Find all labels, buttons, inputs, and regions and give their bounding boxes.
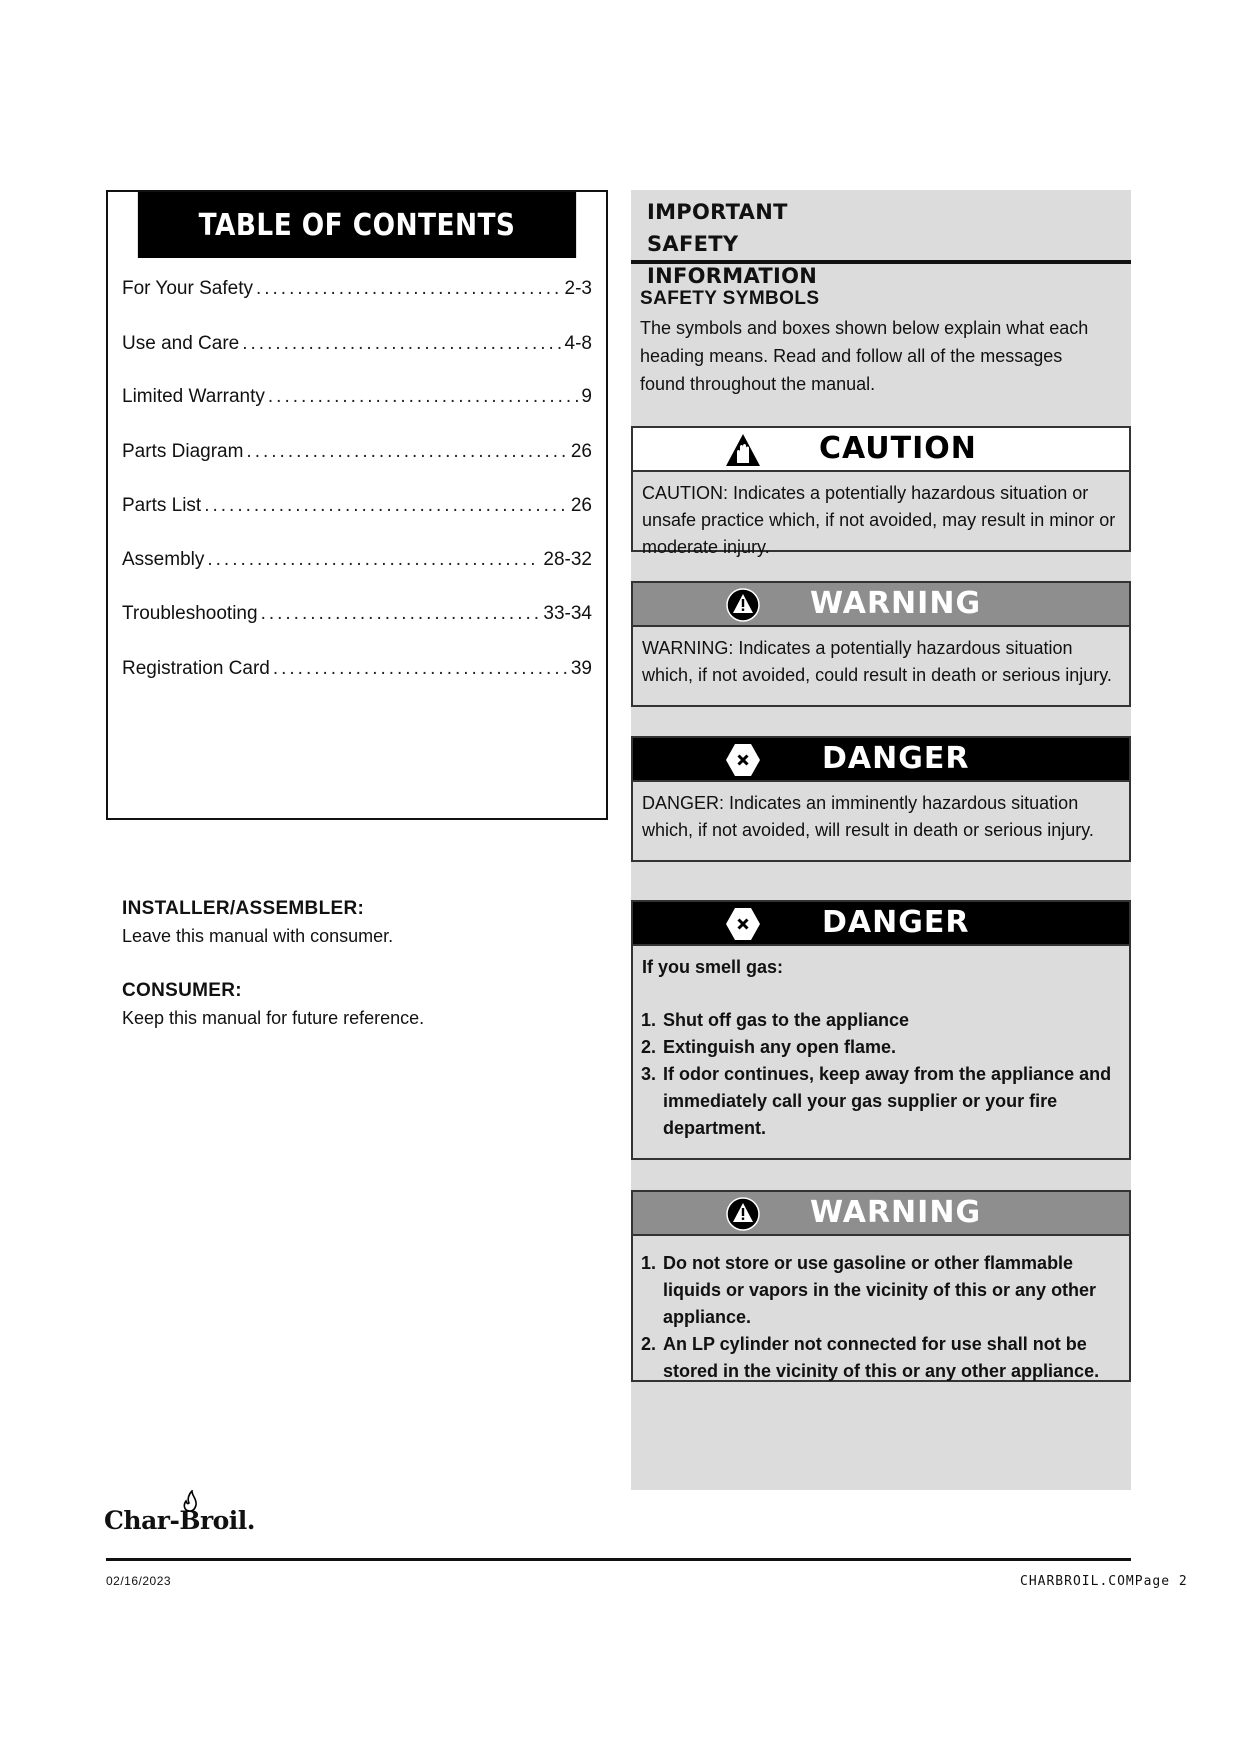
toc-entry-label: Use and Care <box>122 333 240 354</box>
flame-icon <box>182 1490 198 1512</box>
safety-title <box>647 196 867 292</box>
table-of-contents <box>106 190 608 820</box>
toc-entry-page: 26 <box>570 441 592 462</box>
gas-danger-word: DANGER <box>822 905 970 940</box>
toc-entry[interactable] <box>122 549 592 579</box>
safety-title-line: IMPORTANT SAFETY <box>647 200 788 256</box>
toc-entry-page: 33-34 <box>543 603 592 624</box>
toc-entry-label: Assembly <box>122 549 205 570</box>
warning-word: WARNING <box>810 586 982 621</box>
toc-entry-page: 28-32 <box>543 549 592 570</box>
storage-warning-word: WARNING <box>810 1195 982 1230</box>
gas-danger-intro: If you smell gas: <box>642 957 784 977</box>
installer-title: INSTALLER/ASSEMBLER: <box>122 898 365 919</box>
toc-entry[interactable] <box>122 386 592 416</box>
toc-leader <box>261 603 541 625</box>
warning-band <box>633 583 1129 627</box>
brand-logo <box>104 1506 255 1535</box>
storage-warning-band <box>633 1192 1129 1236</box>
toc-leader <box>268 386 579 408</box>
toc-entry[interactable] <box>122 495 592 525</box>
danger-icon <box>725 907 761 941</box>
gas-danger-step: 1. Shut off gas to the appliance <box>661 1007 1119 1034</box>
caution-hand-icon <box>725 433 761 467</box>
toc-leader <box>246 441 567 463</box>
danger-text: DANGER: Indicates an imminently hazardous situation which, if not avoided, will result in death or serious injury. <box>642 793 1094 840</box>
toc-entry-label: Limited Warranty <box>122 386 265 407</box>
caution-box <box>631 426 1131 557</box>
footer-date: 02/16/2023 <box>106 1574 172 1588</box>
gas-danger-step: 3. If odor continues, keep away from the appliance and immediately call your gas supplier or your fire department. <box>661 1061 1119 1142</box>
warning-box <box>631 581 1131 707</box>
danger-icon <box>725 743 761 777</box>
storage-warning-body <box>633 1236 1129 1385</box>
toc-entry-page: 2-3 <box>564 278 592 299</box>
toc-entry-label: Parts Diagram <box>122 441 244 462</box>
consumer-title: CONSUMER: <box>122 980 242 1001</box>
toc-entry-page: 26 <box>570 495 592 516</box>
toc-entry-label: Parts List <box>122 495 202 516</box>
gas-danger-box <box>631 900 1131 1160</box>
toc-entry[interactable] <box>122 441 592 471</box>
safety-symbols-title: SAFETY SYMBOLS <box>640 288 820 309</box>
toc-entry[interactable] <box>122 278 592 308</box>
safety-column <box>631 190 1131 1490</box>
warning-icon <box>725 588 761 622</box>
toc-leader <box>242 333 561 355</box>
danger-word: DANGER <box>822 741 970 776</box>
danger-box <box>631 736 1131 862</box>
toc-entry[interactable] <box>122 333 592 363</box>
toc-entry-page: 9 <box>581 386 592 407</box>
toc-entry[interactable] <box>122 658 592 688</box>
brand-name: Char-Broil. <box>104 1506 255 1535</box>
consumer-text: Keep this manual for future reference. <box>122 1008 425 1028</box>
safety-symbols-text: The symbols and boxes shown below explain what each heading means. Read and follow all of the messages found throughout the manual. <box>640 318 1089 394</box>
toc-leader <box>273 658 568 680</box>
footer-site-page[interactable]: CHARBROIL.COMPage 2 <box>1020 1574 1188 1589</box>
gas-danger-body <box>633 946 1129 1142</box>
storage-warning-steps <box>642 1250 1119 1385</box>
caution-word: CAUTION <box>819 431 977 466</box>
gas-danger-step: 2. Extinguish any open flame. <box>661 1034 1119 1061</box>
toc-leader <box>256 278 562 300</box>
warning-icon <box>725 1197 761 1231</box>
warning-text: WARNING: Indicates a potentially hazardous situation which, if not avoided, could result in death or serious injury. <box>642 638 1112 685</box>
toc-entry-label: Registration Card <box>122 658 270 679</box>
toc-entry-label: For Your Safety <box>122 278 253 299</box>
danger-band <box>633 738 1129 782</box>
toc-leader <box>207 549 540 571</box>
storage-warning-step: 2. An LP cylinder not connected for use shall not be stored in the vicinity of this or any other appliance. <box>661 1331 1119 1385</box>
storage-warning-box <box>631 1190 1131 1382</box>
caution-band <box>633 428 1129 472</box>
toc-entry[interactable] <box>122 603 592 633</box>
toc-entry-page: 39 <box>570 658 592 679</box>
gas-danger-steps <box>642 1007 1119 1142</box>
gas-danger-band <box>633 902 1129 946</box>
toc-leader <box>204 495 568 517</box>
installer-text: Leave this manual with consumer. <box>122 926 394 946</box>
toc-entry-label: Troubleshooting <box>122 603 258 624</box>
toc-entry-page: 4-8 <box>564 333 592 354</box>
caution-text: CAUTION: Indicates a potentially hazardous situation or unsafe practice which, if not avoided, may result in minor or moderate injury. <box>642 483 1116 557</box>
safety-header <box>631 190 1131 288</box>
safety-title-line: INFORMATION <box>647 264 818 288</box>
toc-title: TABLE OF CONTENTS <box>138 192 576 258</box>
storage-warning-step: 1. Do not store or use gasoline or other flammable liquids or vapors in the vicinity of this or any other appliance. <box>661 1250 1119 1331</box>
footer-rule <box>106 1558 1131 1561</box>
